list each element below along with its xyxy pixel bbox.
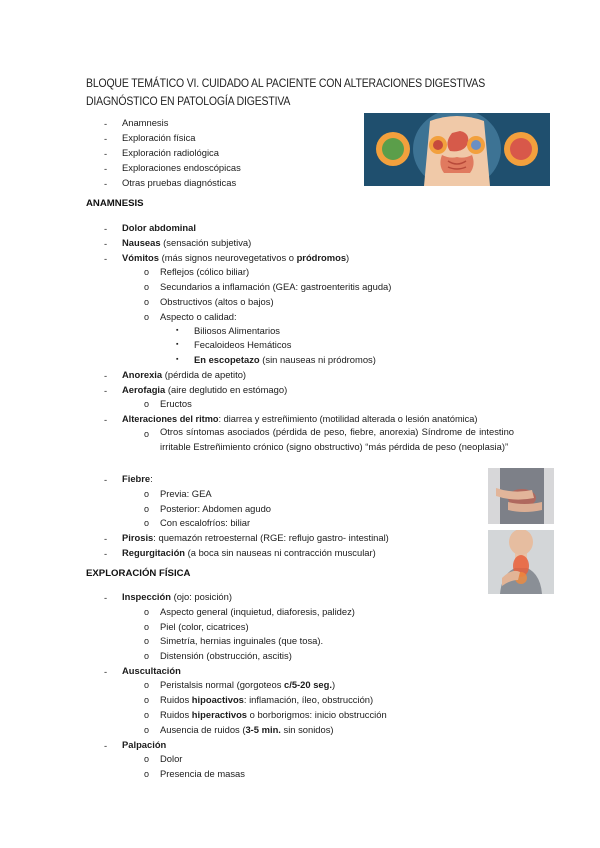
item-alteraciones-ritmo: Alteraciones del ritmo: diarrea y estreñimiento (motilidad alterada o lesión anatómica) xyxy=(122,414,478,424)
aspecto-fecaloideos: Fecaloideos Hemáticos xyxy=(194,339,292,350)
inspeccion-aspecto: Aspecto general (inquietud, diaforesis, palidez) xyxy=(160,606,355,617)
section-heading-exploracion-fisica: EXPLORACIÓN FÍSICA xyxy=(86,568,191,579)
item-auscultacion: Auscultación xyxy=(122,665,181,676)
list-dash: - xyxy=(104,474,108,485)
list-dash: - xyxy=(104,133,108,144)
list-circle: o xyxy=(144,636,150,646)
item-dolor-abdominal: Dolor abdominal xyxy=(122,222,196,233)
list-square: ▪ xyxy=(176,341,179,348)
list-dash: - xyxy=(104,385,108,396)
item-anorexia: Anorexia (pérdida de apetito) xyxy=(122,369,247,380)
abdominal-pain-photo xyxy=(488,468,554,524)
aspecto-biliosos: Biliosos Alimentarios xyxy=(194,325,280,336)
vomitos-obstructivos: Obstructivos (altos o bajos) xyxy=(160,296,274,307)
intro-item-exploraciones-endoscopicas: Exploraciones endoscópicas xyxy=(122,162,241,173)
list-dash: - xyxy=(104,548,108,559)
item-vomitos: Vómitos (más signos neurovegetativos o pródromos) xyxy=(122,252,350,263)
intro-item-exploracion-fisica: Exploración física xyxy=(122,132,196,143)
inspeccion-simetria: Simetría, hernias inguinales (que tosa). xyxy=(160,635,324,646)
item-aerofagia: Aerofagia (aire deglutido en estómago) xyxy=(122,384,288,395)
vomitos-aspecto: Aspecto o calidad: xyxy=(160,311,237,322)
auscultacion-peristalsis: Peristalsis normal (gorgoteos c/5-20 seg.) xyxy=(160,679,336,690)
auscultacion-hipoactivos: Ruidos hipoactivos: inflamación, íleo, obstrucción) xyxy=(160,694,374,705)
list-circle: o xyxy=(144,312,150,322)
list-dash: - xyxy=(104,163,108,174)
list-circle: o xyxy=(144,651,150,661)
list-circle: o xyxy=(144,769,150,779)
list-circle: o xyxy=(144,429,150,439)
list-circle: o xyxy=(144,680,150,690)
list-dash: - xyxy=(104,238,108,249)
document-subtitle: DIAGNÓSTICO EN PATOLOGÍA DIGESTIVA xyxy=(86,94,291,108)
palpacion-masas: Presencia de masas xyxy=(160,768,245,779)
list-dash: - xyxy=(104,666,108,677)
auscultacion-hiperactivos: Ruidos hiperactivos o borborigmos: inicio obstrucción xyxy=(160,709,387,720)
list-circle: o xyxy=(144,710,150,720)
vomitos-secundarios: Secundarios a inflamación (GEA: gastroenteritis aguda) xyxy=(160,281,392,292)
list-circle: o xyxy=(144,489,150,499)
intro-item-otras-pruebas: Otras pruebas diagnósticas xyxy=(122,177,237,188)
heartburn-photo xyxy=(488,530,554,594)
palpacion-dolor: Dolor xyxy=(160,753,183,764)
item-inspeccion: Inspección (ojo: posición) xyxy=(122,591,232,602)
list-dash: - xyxy=(104,148,108,159)
list-dash: - xyxy=(104,178,108,189)
list-circle: o xyxy=(144,267,150,277)
list-dash: - xyxy=(104,253,108,264)
list-circle: o xyxy=(144,695,150,705)
list-dash: - xyxy=(104,370,108,381)
ritmo-sintomas-asociados: Otros síntomas asociados (pérdida de peso, fiebre, anorexia) Síndrome de intestino irritable Estreñimiento crónico (signo obstructivo) “más pérdida de peso (neoplasia)” xyxy=(160,426,514,452)
list-dash: - xyxy=(104,533,108,544)
item-pirosis: Pirosis: quemazón retroesternal (RGE: reflujo gastro- intestinal) xyxy=(122,532,389,543)
list-circle: o xyxy=(144,754,150,764)
list-dash: - xyxy=(104,223,108,234)
list-circle: o xyxy=(144,622,150,632)
fiebre-posterior: Posterior: Abdomen agudo xyxy=(160,503,272,514)
intro-item-anamnesis: Anamnesis xyxy=(122,117,169,128)
list-circle: o xyxy=(144,607,150,617)
digestive-system-illustration xyxy=(364,113,550,186)
list-square: ▪ xyxy=(176,356,179,363)
aspecto-escopetazo: En escopetazo (sin nauseas ni pródromos) xyxy=(194,354,376,365)
list-dash: - xyxy=(104,414,108,425)
item-nauseas: Nauseas (sensación subjetiva) xyxy=(122,237,252,248)
list-circle: o xyxy=(144,399,150,409)
list-dash: - xyxy=(104,740,108,751)
item-regurgitacion: Regurgitación (a boca sin nauseas ni contracción muscular) xyxy=(122,547,376,558)
list-circle: o xyxy=(144,297,150,307)
list-square: ▪ xyxy=(176,327,179,334)
list-circle: o xyxy=(144,725,150,735)
intro-item-exploracion-radiologica: Exploración radiológica xyxy=(122,147,219,158)
fiebre-escalofrios: Con escalofríos: biliar xyxy=(160,517,251,528)
item-fiebre: Fiebre: xyxy=(122,473,153,484)
item-palpacion: Palpación xyxy=(122,739,167,750)
auscultacion-ausencia: Ausencia de ruidos (3-5 min. sin sonidos) xyxy=(160,724,334,735)
inspeccion-piel: Piel (color, cicatrices) xyxy=(160,621,249,632)
list-circle: o xyxy=(144,504,150,514)
document-title: BLOQUE TEMÁTICO VI. CUIDADO AL PACIENTE CON ALTERACIONES DIGESTIVAS xyxy=(86,76,486,90)
vomitos-reflejos: Reflejos (cólico biliar) xyxy=(160,266,250,277)
inspeccion-distension: Distensión (obstrucción, ascitis) xyxy=(160,650,292,661)
aerofagia-eructos: Eructos xyxy=(160,398,192,409)
list-circle: o xyxy=(144,282,150,292)
list-dash: - xyxy=(104,118,108,129)
list-circle: o xyxy=(144,518,150,528)
list-dash: - xyxy=(104,592,108,603)
fiebre-previa: Previa: GEA xyxy=(160,488,212,499)
section-heading-anamnesis: ANAMNESIS xyxy=(86,198,144,209)
